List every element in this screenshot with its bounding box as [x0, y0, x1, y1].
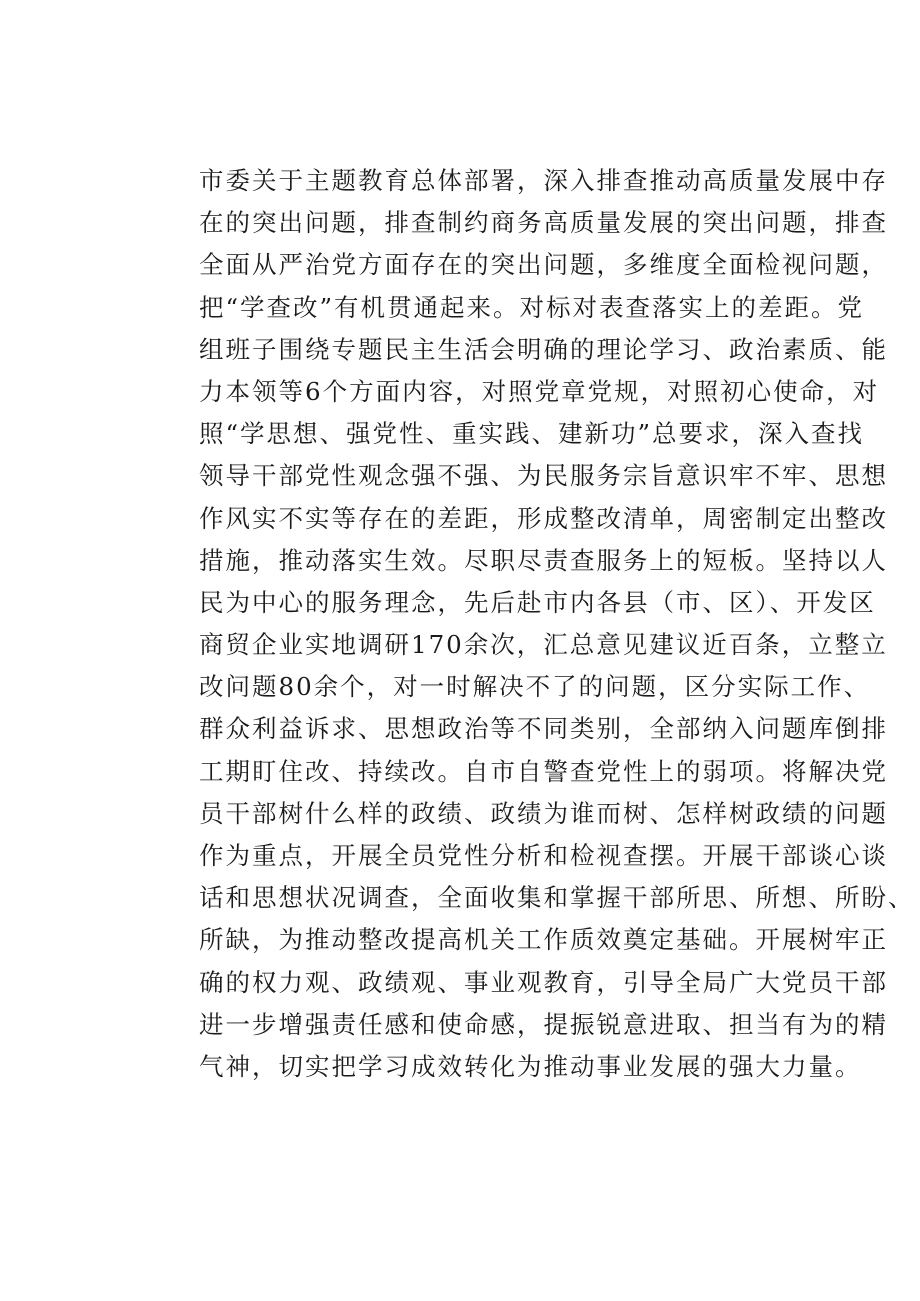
text-line: 员干部树什么样的政绩、政绩为谁而树、怎样树政绩的问题	[199, 798, 888, 828]
text-line: 在的突出问题，排查制约商务高质量发展的突出问题，排查	[199, 208, 888, 238]
text-line: 民为中心的服务理念，先后赴市内各县（市、区）、开发区	[199, 587, 876, 617]
text-line: 作风实不实等存在的差距，形成整改清单，周密制定出整改	[199, 503, 888, 533]
text-line: 市委关于主题教育总体部署，深入排查推动高质量发展中存	[199, 166, 888, 195]
text-line: 作为重点，开展全员党性分析和检视查摆。开展干部谈心谈	[199, 841, 888, 870]
text-line: 措施，推动落实生效。尽职尽责查服务上的短板。坚持以人	[199, 545, 888, 575]
text-line: 力本领等6个方面内容，对照党章党规，对照初心使命，对	[199, 376, 880, 406]
text-line: 领导干部党性观念强不强、为民服务宗旨意识牢不牢、思想	[199, 461, 888, 491]
text-line: 气神，切实把学习成效转化为推动事业发展的强大力量。	[199, 1051, 862, 1081]
text-line: 全面从严治党方面存在的突出问题，多维度全面检视问题，	[199, 250, 888, 280]
text-line: 所缺，为推动整改提高机关工作质效奠定基础。开展树牢正	[199, 925, 888, 955]
text-line: 商贸企业实地调研170余次，汇总意见建议近百条，立整立	[199, 630, 888, 660]
text-line: 群众利益诉求、思想政治等不同类别，全部纳入问题库倒排	[199, 714, 888, 744]
text-line: 话和思想状况调查，全面收集和掌握干部所思、所想、所盼、	[199, 883, 915, 913]
text-line: 照“学思想、强党性、重实践、建新功”总要求，深入查找	[199, 419, 865, 449]
text-line: 工期盯住改、持续改。自市自警查党性上的弱项。将解决党	[199, 756, 888, 786]
text-line: 组班子围绕专题民主生活会明确的理论学习、政治素质、能	[199, 334, 888, 364]
body-paragraph	[199, 160, 915, 1088]
text-line: 进一步增强责任感和使命感，提振锐意进取、担当有为的精	[199, 1009, 888, 1039]
text-line: 把“学查改”有机贯通起来。对标对表查落实上的差距。党	[199, 292, 865, 322]
text-line: 改问题80余个，对一时解决不了的问题，区分实际工作、	[199, 672, 871, 702]
text-line: 确的权力观、政绩观、事业观教育，引导全局广大党员干部	[199, 967, 888, 997]
